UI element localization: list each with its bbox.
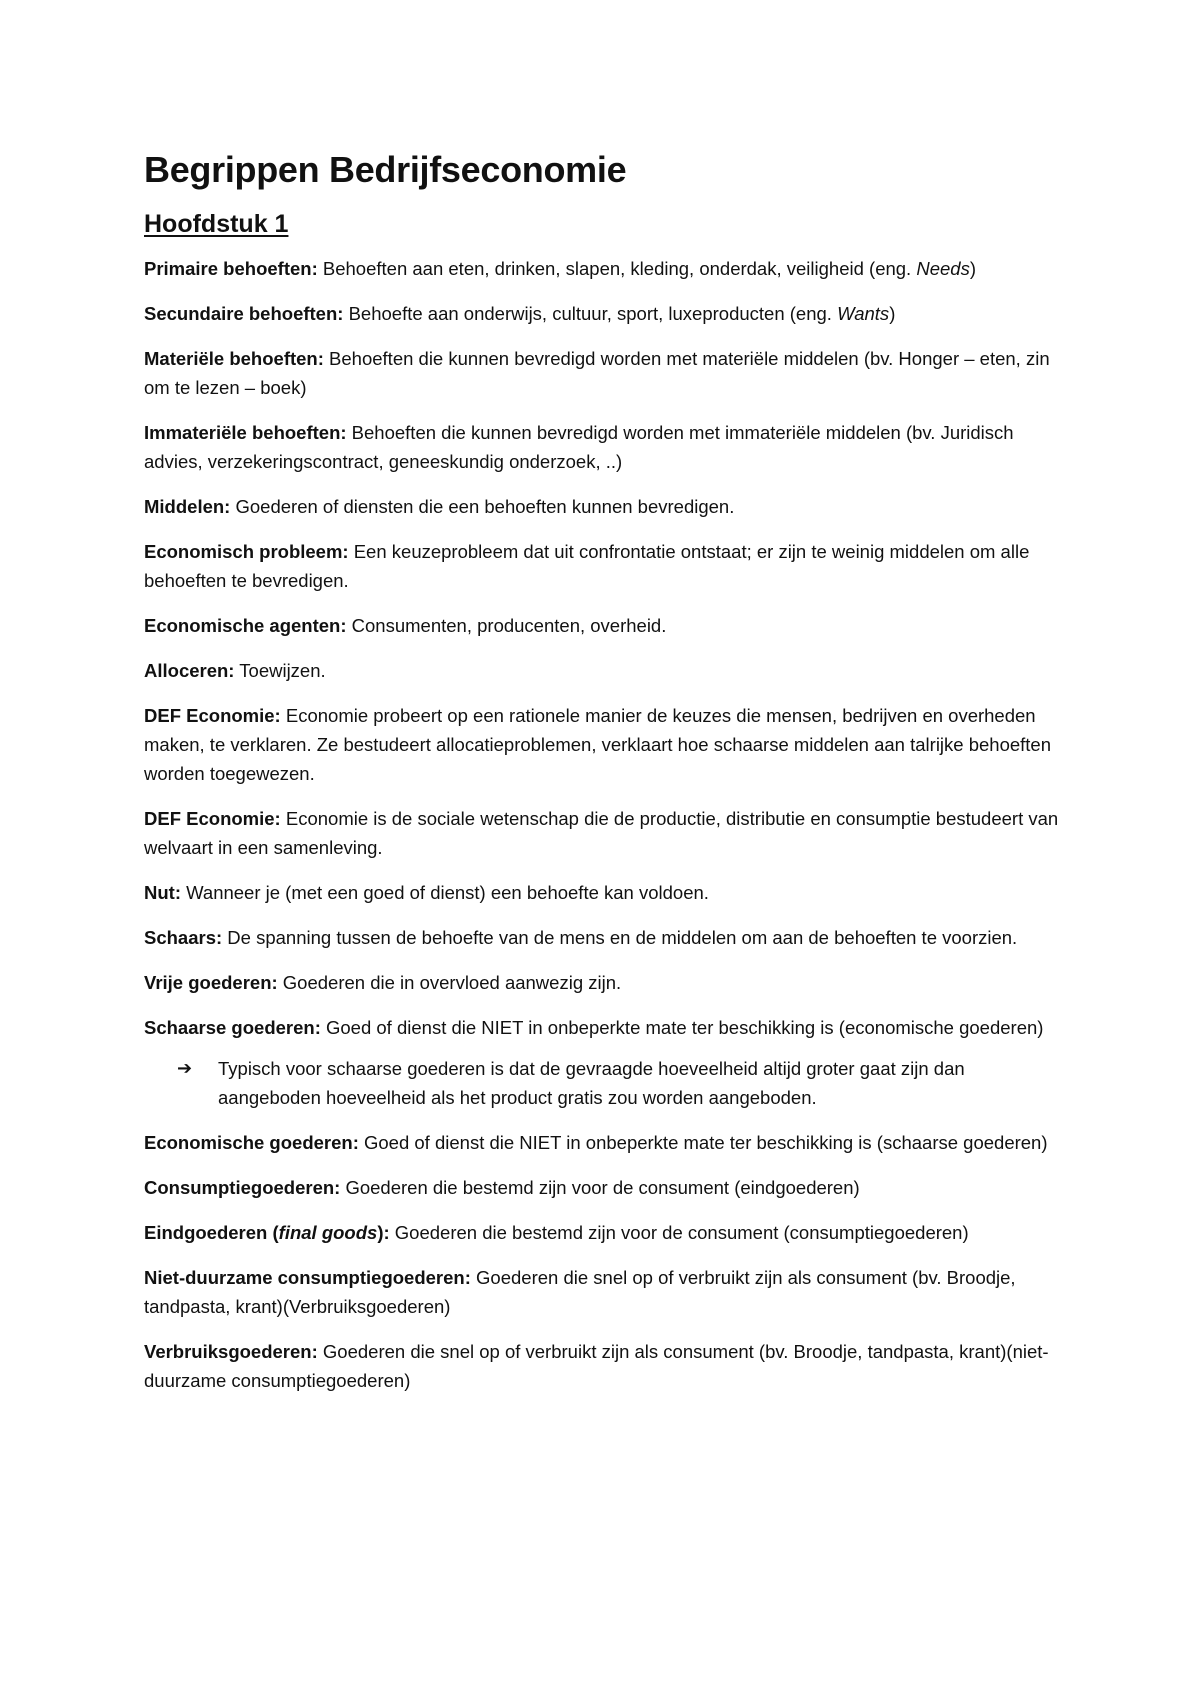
term: Economisch probleem: xyxy=(144,541,349,562)
bullet-note xyxy=(144,1054,1064,1112)
bullet-text: Typisch voor schaarse goederen is dat de gevraagde hoeveelheid altijd groter gaat zijn dan aangeboden hoeveelheid als het product gratis zou worden aangeboden. xyxy=(218,1058,965,1108)
definition-def-economie-1 xyxy=(144,701,1064,788)
term: DEF Economie: xyxy=(144,705,281,726)
definition-text: Behoeften die kunnen bevredigd worden met materiële middelen (bv. Honger – eten, zin om te lezen – boek) xyxy=(144,348,1050,398)
definition-italic: Wants xyxy=(837,303,890,324)
definition-secundaire-behoeften xyxy=(144,299,1064,328)
definition-text: Wanneer je (met een goed of dienst) een behoefte kan voldoen. xyxy=(180,882,709,903)
term: Vrije goederen: xyxy=(144,972,278,993)
definition-materiele-behoeften xyxy=(144,344,1064,402)
definition-verbruiksgoederen xyxy=(144,1337,1064,1395)
definition-nut xyxy=(144,878,1064,907)
term: Schaarse goederen: xyxy=(144,1017,321,1038)
definition-schaars xyxy=(144,923,1064,952)
term-italic: final goods xyxy=(278,1222,378,1243)
definition-text: Een keuzeprobleem dat uit confrontatie ontstaat; er zijn te weinig middelen om alle behoeften te bevredigen. xyxy=(144,541,1030,591)
definition-text: Goederen die snel op of verbruikt zijn als consument (bv. Broodje, tandpasta, krant)(Verbruiksgoederen) xyxy=(144,1267,1016,1317)
definition-economische-goederen xyxy=(144,1128,1064,1157)
term: Immateriële behoeften: xyxy=(144,422,347,443)
definition-def-economie-2 xyxy=(144,804,1064,862)
definition-consumptiegoederen xyxy=(144,1173,1064,1202)
definition-text: Goederen die bestemd zijn voor de consument (consumptiegoederen) xyxy=(389,1222,969,1243)
term: Consumptiegoederen: xyxy=(144,1177,341,1198)
term: Materiële behoeften: xyxy=(144,348,324,369)
definition-text: Goederen die in overvloed aanwezig zijn. xyxy=(277,972,622,993)
document-page xyxy=(144,146,1064,1411)
definition-vrije-goederen xyxy=(144,968,1064,997)
term: Economische goederen: xyxy=(144,1132,359,1153)
definition-text: Consumenten, producenten, overheid. xyxy=(346,615,667,636)
definition-schaarse-goederen xyxy=(144,1013,1064,1042)
definition-primaire-behoeften xyxy=(144,254,1064,283)
definition-text: Behoefte aan onderwijs, cultuur, sport, luxeproducten (eng. xyxy=(343,303,838,324)
document-title: Begrippen Bedrijfseconomie xyxy=(144,149,627,190)
definition-economische-agenten xyxy=(144,611,1064,640)
chapter-heading: Hoofdstuk 1 xyxy=(144,210,289,238)
definition-immateriele-behoeften xyxy=(144,418,1064,476)
definition-niet-duurzame-consumptiegoederen xyxy=(144,1263,1064,1321)
definition-text: Goederen of diensten die een behoeften kunnen bevredigen. xyxy=(230,496,735,517)
arrow-right-icon: ➔ xyxy=(177,1058,193,1078)
term: Schaars: xyxy=(144,927,223,948)
definition-text: De spanning tussen de behoefte van de mens en de middelen om aan de behoeften te voorzien. xyxy=(222,927,1018,948)
definition-text: Goed of dienst die NIET in onbeperkte mate ter beschikking is (schaarse goederen) xyxy=(358,1132,1048,1153)
definition-economisch-probleem xyxy=(144,537,1064,595)
term: Middelen: xyxy=(144,496,231,517)
term: Niet-duurzame consumptiegoederen: xyxy=(144,1267,471,1288)
term: Alloceren: xyxy=(144,660,235,681)
term: DEF Economie: xyxy=(144,808,281,829)
definition-alloceren xyxy=(144,656,1064,685)
definition-text-end: ) xyxy=(889,303,896,324)
term: Secundaire behoeften: xyxy=(144,303,344,324)
term xyxy=(144,1222,390,1243)
definition-text: Behoeften die kunnen bevredigd worden met immateriële middelen (bv. Juridisch advies, verzekeringscontract, geneeskundig onderzoek, ..) xyxy=(144,422,1014,472)
definition-text: Behoeften aan eten, drinken, slapen, kleding, onderdak, veiligheid (eng. xyxy=(317,258,917,279)
term-text: Eindgoederen ( xyxy=(144,1222,279,1243)
definition-text: Goed of dienst die NIET in onbeperkte mate ter beschikking is (economische goederen) xyxy=(320,1017,1044,1038)
definition-text: Toewijzen. xyxy=(234,660,326,681)
term: Primaire behoeften: xyxy=(144,258,318,279)
definition-italic: Needs xyxy=(916,258,970,279)
definition-text: Goederen die bestemd zijn voor de consument (eindgoederen) xyxy=(340,1177,860,1198)
definition-text: Economie is de sociale wetenschap die de productie, distributie en consumptie bestudeert van welvaart in een samenleving. xyxy=(144,808,1059,858)
definition-text: Goederen die snel op of verbruikt zijn als consument (bv. Broodje, tandpasta, krant)(niet-duurzame consumptiegoederen) xyxy=(144,1341,1049,1391)
term: Verbruiksgoederen: xyxy=(144,1341,318,1362)
term-text-end: ): xyxy=(377,1222,390,1243)
definition-text-end: ) xyxy=(969,258,976,279)
definition-eindgoederen xyxy=(144,1218,1064,1247)
term: Nut: xyxy=(144,882,181,903)
definition-text: Economie probeert op een rationele manier de keuzes die mensen, bedrijven en overheden maken, te verklaren. Ze bestudeert allocatieproblemen, verklaart hoe schaarse middelen aan talrijke behoeften worden toegewezen. xyxy=(144,705,1052,784)
term: Economische agenten: xyxy=(144,615,347,636)
definition-middelen xyxy=(144,492,1064,521)
